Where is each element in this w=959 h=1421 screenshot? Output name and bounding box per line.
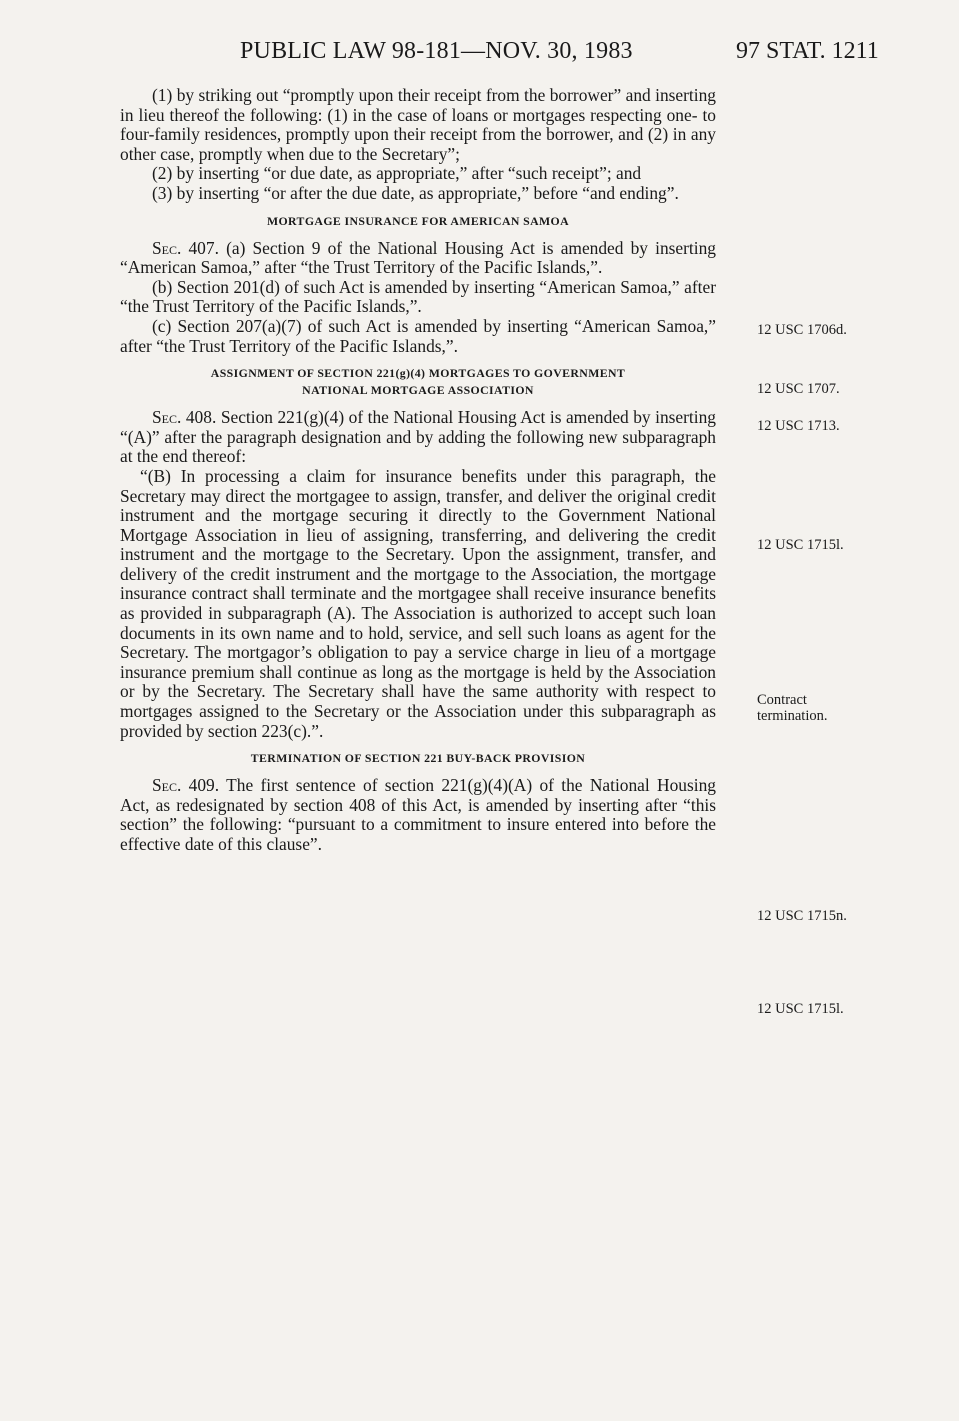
- body-text: [120, 86, 716, 855]
- section-407a: [120, 239, 716, 278]
- section-heading-termination: TERMINATION OF SECTION 221 BUY-BACK PROVISION: [250, 751, 586, 766]
- margin-note: 12 USC 1715l.: [757, 1001, 844, 1017]
- clause-3: (3) by inserting “or after the due date, as appropriate,” before “and ending”.: [152, 182, 679, 203]
- margin-note: 12 USC 1713.: [757, 418, 840, 434]
- section-text: The first sentence of section 221(g)(4)(A) of the National Housing Act, as redesignated by section 408 of this Act, is amended by inserting after “this section” the following: “pursuant to a commitment to insure entered into before the effective date of this clause”.: [120, 775, 716, 854]
- section-label: Sec. 409.: [152, 775, 220, 796]
- section-407c: (c) Section 207(a)(7) of such Act is amended by inserting “American Samoa,” after “the Trust Territory of the Pacific Islands,”.: [120, 315, 716, 356]
- margin-note: 12 USC 1715n.: [757, 908, 847, 924]
- section-label: Sec. 407.: [152, 237, 219, 258]
- section-heading-assignment: [120, 365, 716, 399]
- page-title: PUBLIC LAW 98-181—NOV. 30, 1983: [240, 38, 633, 64]
- section-label: Sec. 408.: [152, 407, 217, 428]
- section-text: Section 221(g)(4) of the National Housing Act is amended by inserting “(A)” after the paragraph designation and by adding the following new subparagraph at the end thereof:: [120, 407, 716, 467]
- section-407b: (b) Section 201(d) of such Act is amended by inserting “American Samoa,” after “the Trust Territory of the Pacific Islands,”.: [120, 276, 716, 317]
- heading-line: NATIONAL MORTGAGE ASSOCIATION: [302, 383, 534, 398]
- section-heading-american-samoa: MORTGAGE INSURANCE FOR AMERICAN SAMOA: [266, 213, 570, 228]
- margin-note-contract-termination: Contract termination.: [757, 692, 828, 724]
- margin-note: 12 USC 1715l.: [757, 537, 844, 553]
- section-409: [120, 776, 716, 854]
- section-text: (a) Section 9 of the National Housing Act is amended by inserting “American Samoa,” after “the Trust Territory of the Pacific Islands,”.: [120, 237, 716, 278]
- margin-note: 12 USC 1706d.: [757, 322, 847, 338]
- section-408: [120, 408, 716, 467]
- margin-note: 12 USC 1707.: [757, 381, 840, 397]
- clause-1: (1) by striking out “promptly upon their receipt from the borrower” and inserting in lieu thereof the following: (1) in the case of loans or mortgages respecting one- to four-family residences, promptly upon their receipt from the borrower, and (2) in any other case, promptly when due to the Secretary”;: [120, 85, 716, 164]
- page-header: [0, 38, 959, 74]
- statute-page-number: 97 STAT. 1211: [736, 38, 879, 64]
- heading-line: ASSIGNMENT OF SECTION 221(g)(4) MORTGAGES TO GOVERNMENT: [210, 366, 626, 381]
- section-408-quoted-subparagraph: “(B) In processing a claim for insurance benefits under this paragraph, the Secretary may direct the mortgagee to assign, transfer, and deliver the original credit instrument and the mortgage securing it directly to the Government National Mortgage Association in lieu of assigning, transferring, and delivering the credit instrument and the mortgage to the Secretary. Upon the assignment, transfer, and delivery of the credit instrument and the mortgage to the Association, the mortgage insurance contract shall terminate and the mortgagee shall receive insurance benefits as provided in subparagraph (A). The Association is authorized to accept such loan documents in its own name and to hold, service, and sell such loans as agent for the Secretary. The mortgagor’s obligation to pay a service charge in lieu of a mortgage insurance premium shall continue as long as the mortgage is held by the Association or by the Secretary. The Secretary shall have the same authority with respect to mortgages assigned to the Secretary or the Association under this subparagraph as provided by section 223(c).”.: [120, 465, 716, 741]
- clause-2: (2) by inserting “or due date, as appropriate,” after “such receipt”; and: [152, 163, 642, 184]
